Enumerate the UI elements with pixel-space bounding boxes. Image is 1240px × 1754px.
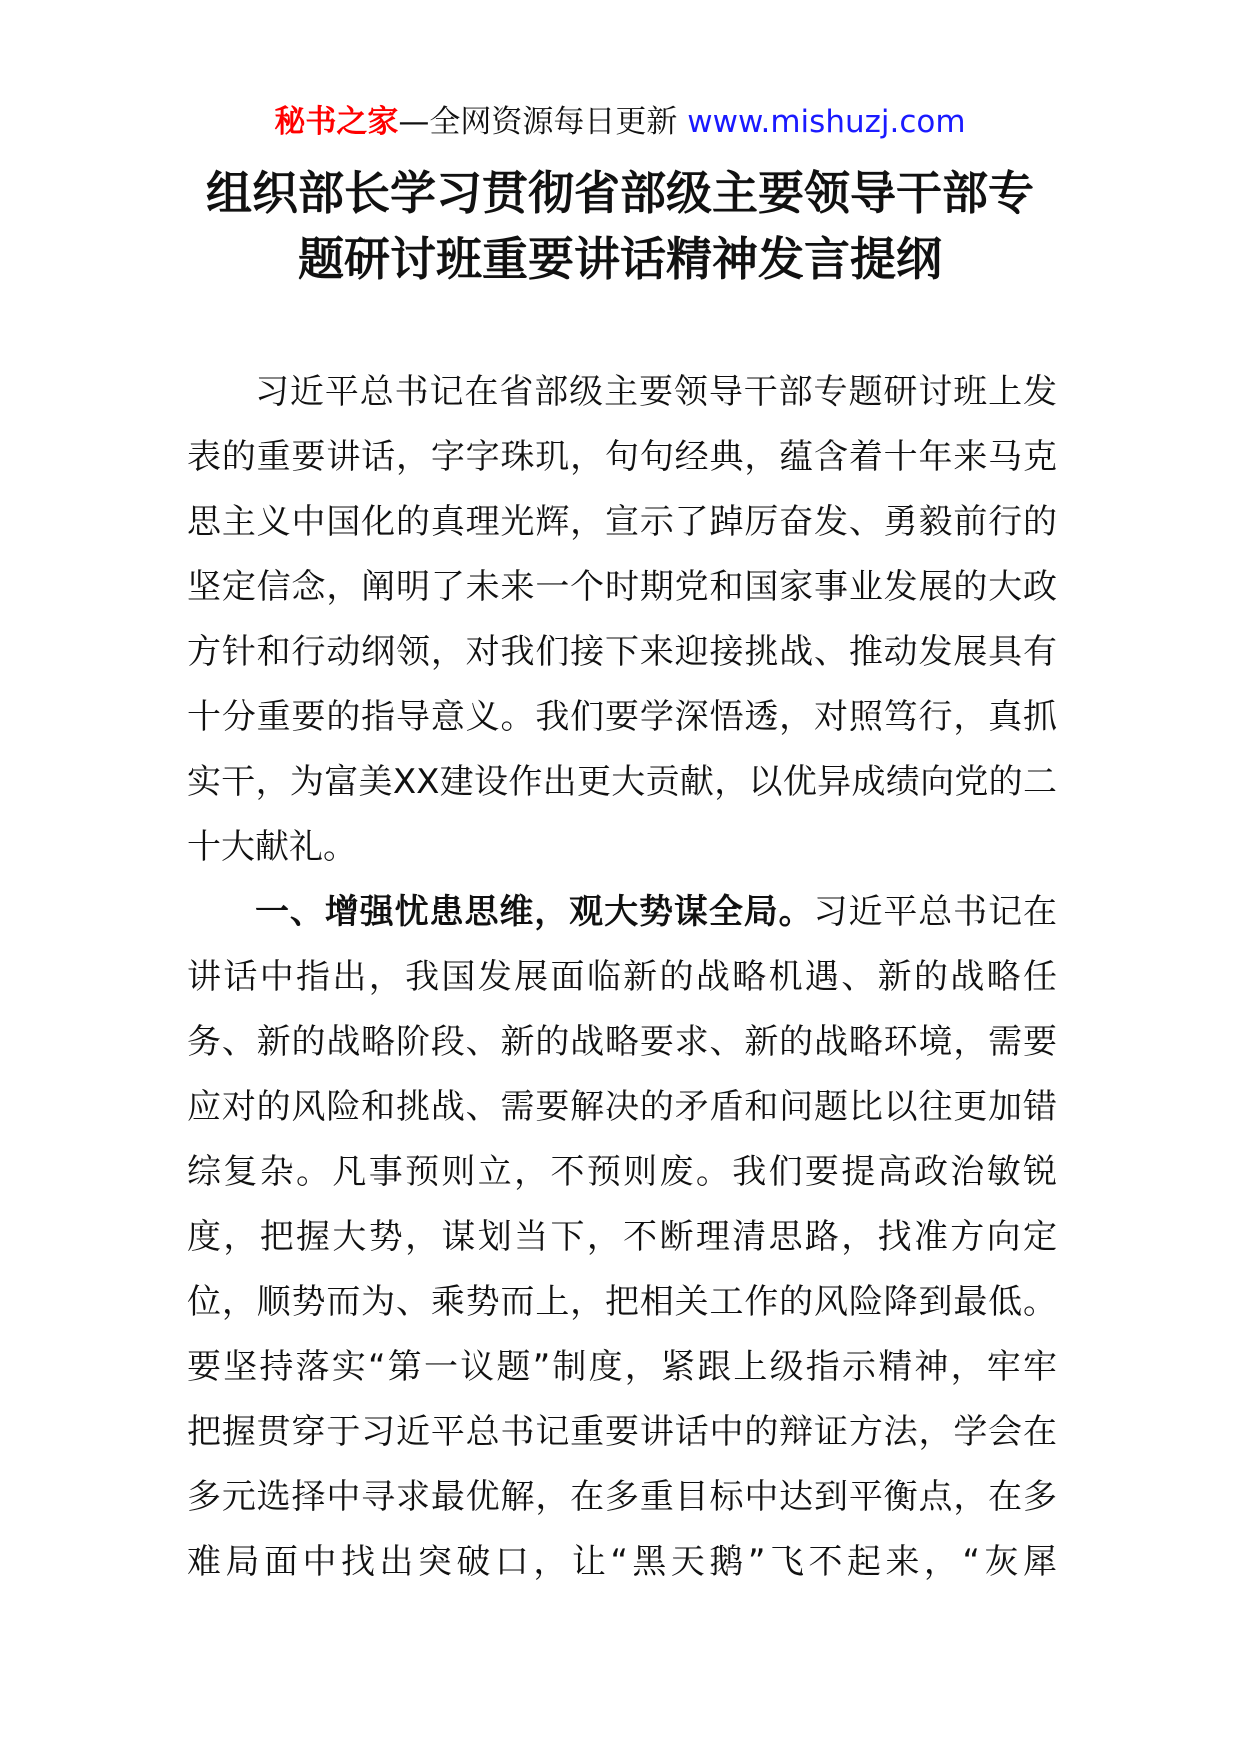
text-line: 难局面中找出突破口，让“黑天鹅”飞不起来，“灰犀 (187, 1542, 1057, 1582)
document-body (187, 360, 1057, 1595)
text-line: 度，把握大势，谋划当下，不断理清思路，找准方向定 (187, 1217, 1057, 1257)
text-line: 十分重要的指导意义。我们要学深悟透，对照笃行，真抓 (187, 697, 1057, 737)
paragraph-intro (187, 360, 1057, 880)
paragraph-section-one (187, 880, 1057, 1595)
site-slogan: —全网资源每日更新 (398, 104, 678, 140)
text-line (187, 880, 1057, 945)
text-line: 习近平总书记在省部级主要领导干部专题研讨班上发 (255, 372, 1057, 412)
section-heading: 一、增强忧患思维，观大势谋全局。 (255, 892, 814, 932)
site-header (0, 100, 1240, 144)
text-line: 把握贯穿于习近平总书记重要讲话中的辩证方法，学会在 (187, 1412, 1057, 1452)
section-text: 习近平总书记在 (813, 892, 1058, 932)
text-line: 要坚持落实“第一议题”制度，紧跟上级指示精神，牢牢 (187, 1347, 1057, 1387)
text-line: 讲话中指出，我国发展面临新的战略机遇、新的战略任 (187, 957, 1057, 997)
title-line-2: 题研讨班重要讲话精神发言提纲 (298, 232, 942, 286)
text-line: 方针和行动纲领，对我们接下来迎接挑战、推动发展具有 (187, 632, 1057, 672)
text-line: 综复杂。凡事预则立，不预则废。我们要提高政治敏锐 (187, 1152, 1057, 1192)
text-line: 实干，为富美XX建设作出更大贡献，以优异成绩向党的二 (187, 762, 1057, 802)
text-line: 坚定信念，阐明了未来一个时期党和国家事业发展的大政 (187, 567, 1057, 607)
site-brand: 秘书之家 (274, 104, 399, 140)
text-line: 位，顺势而为、乘势而上，把相关工作的风险降到最低。 (187, 1282, 1057, 1322)
text-line: 多元选择中寻求最优解，在多重目标中达到平衡点，在多 (187, 1477, 1057, 1517)
text-line: 表的重要讲话，字字珠玑，句句经典，蕴含着十年来马克 (187, 437, 1057, 477)
text-line: 十大献礼。 (187, 827, 357, 867)
text-line: 应对的风险和挑战、需要解决的矛盾和问题比以往更加错 (187, 1087, 1057, 1127)
text-line: 思主义中国化的真理光辉，宣示了踔厉奋发、勇毅前行的 (187, 502, 1057, 542)
document-title (150, 160, 1090, 292)
text-line: 务、新的战略阶段、新的战略要求、新的战略环境，需要 (187, 1022, 1057, 1062)
title-line-1: 组织部长学习贯彻省部级主要领导干部专 (206, 166, 1034, 220)
site-url-link[interactable]: www.mishuzj.com (687, 104, 966, 140)
